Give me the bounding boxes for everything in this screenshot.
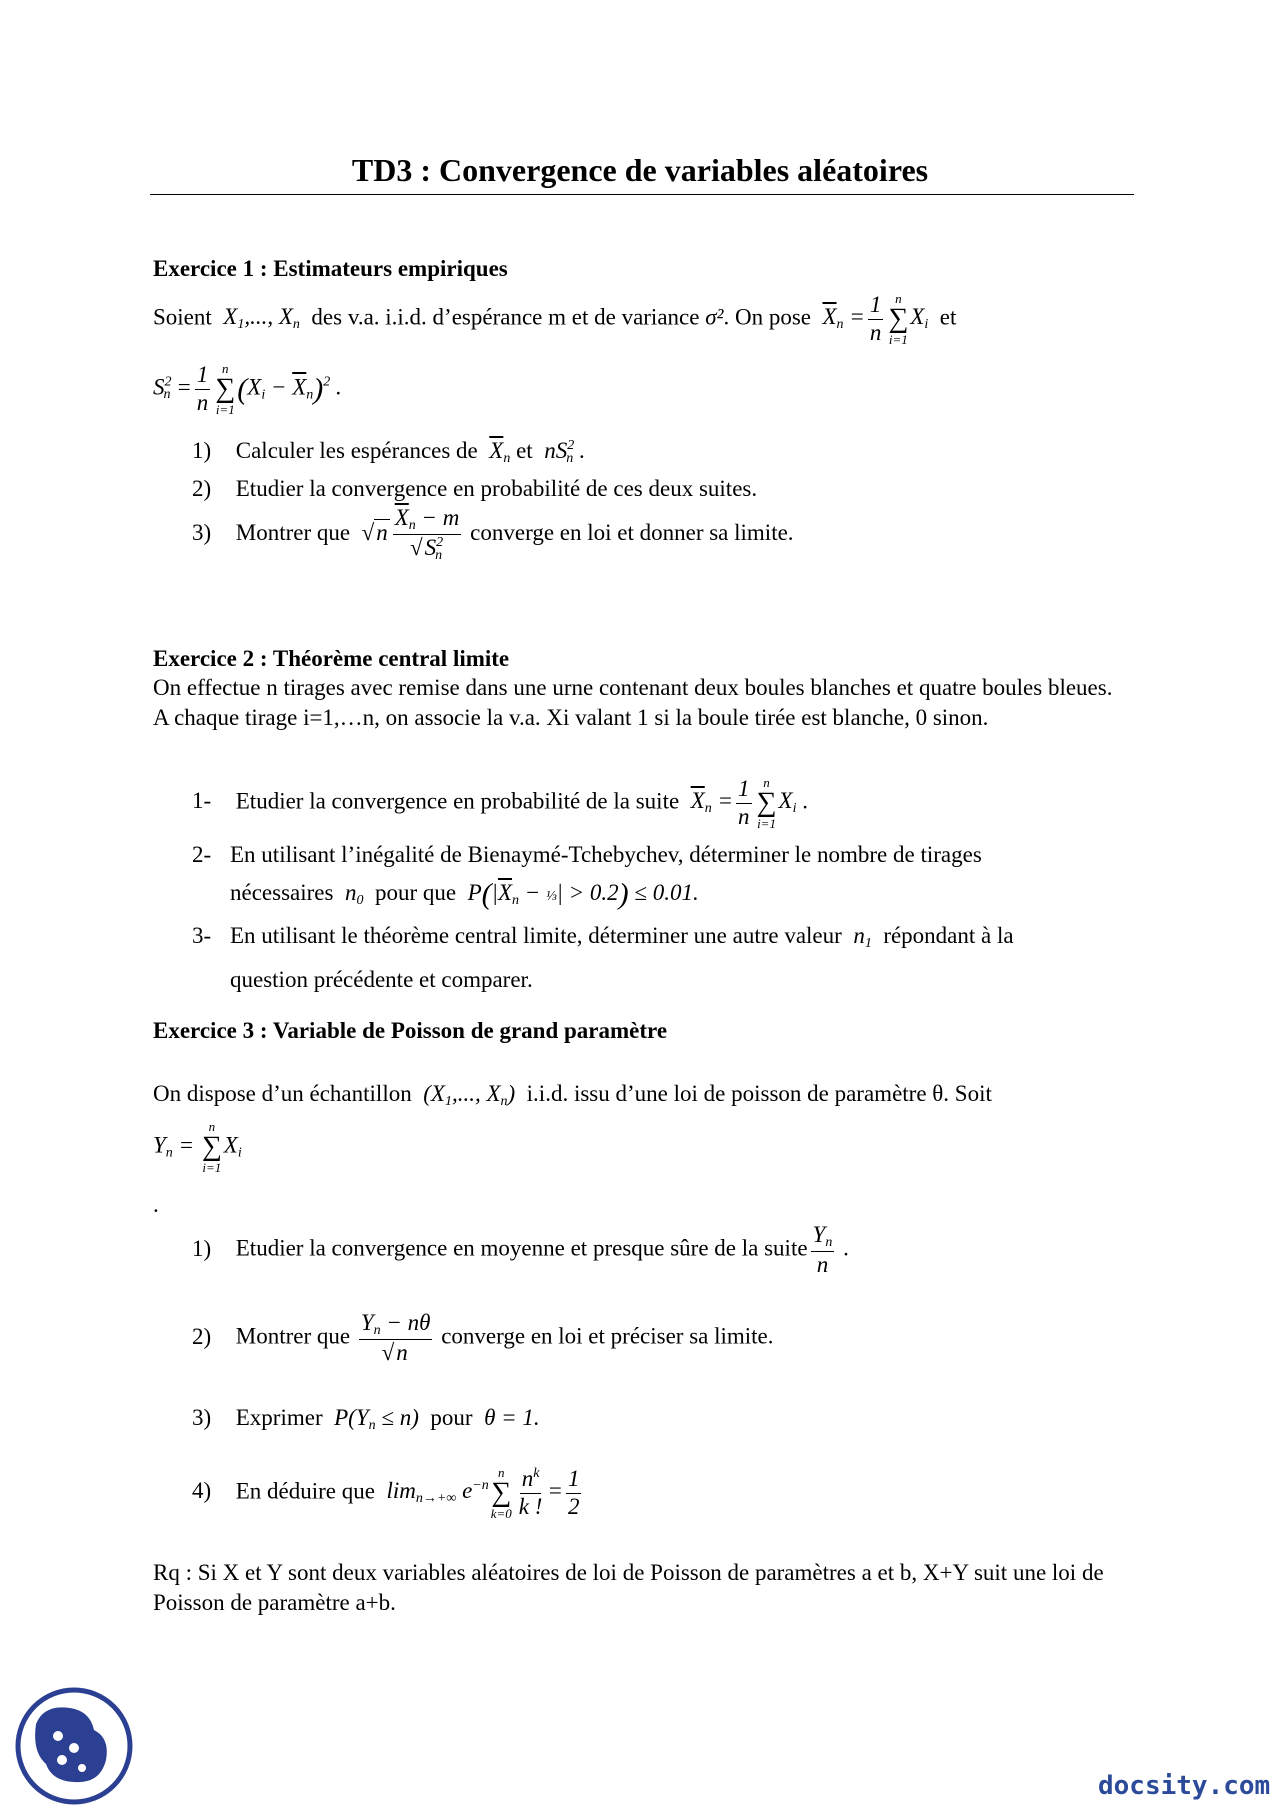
ex3-remark: Rq : Si X et Y sont deux variables aléatoires de loi de Poisson de paramètres a et b, X+Y suit une loi de Poisson de paramètre a+b. xyxy=(153,1560,1104,1615)
ex3-q4-formula: $\lim_{n\to+\infty} e^{-n}$ n ∑ k=0 $\frac{n^k}{k !}$ = $\frac{1}{2}$ xyxy=(380,1465,580,1521)
ex2-q2-formula: $P(|\overline{X}_n$ − ⅓| > 0.2) ≤ 0.01. xyxy=(461,877,699,911)
ex3-q3: 3) Exprimer $P(Y_n \le n)$ pour θ = 1. xyxy=(192,1405,540,1433)
page-title: TD3 : Convergence de variables aléatoires xyxy=(351,152,929,188)
ex3-q3-text: Exprimer xyxy=(235,1405,323,1430)
ex3-q3-pour: pour xyxy=(430,1405,473,1430)
title-rule xyxy=(150,194,1134,195)
ex2-q1: 1- Etudier la convergence en probabilité de la suite $\overline{X}_n$ = $\frac{1}{n}$ n ∑ i=1 $X_i$ . xyxy=(192,775,808,831)
ex1-q3-number: 3) xyxy=(192,519,212,545)
ex1-q2 xyxy=(192,474,757,504)
ex2-q2-pour: pour que xyxy=(374,880,457,905)
ex2-mean-formula: $\overline{X}_n$ = $\frac{1}{n}$ n ∑ i=1 $X_i$ xyxy=(690,775,797,831)
ex1-variance-formula: $S^2_n$ = $\frac{1}{n}$ n ∑ i=1 $(X_i - \overline{X}_n)^2$ . xyxy=(153,361,342,417)
ex2-heading: Exercice 2 : Théorème central limite xyxy=(153,646,510,671)
ex1-text1: des v.a. i.i.d. d’espérance m et de variance xyxy=(311,304,700,330)
ex3-q2-tail: converge en loi et préciser sa limite. xyxy=(441,1323,774,1349)
ex1-sigma: σ² xyxy=(705,304,724,330)
ex3-sum-formula: $Y_n$ = n ∑ i=1 $X_i$ xyxy=(153,1119,242,1175)
ex3-dot: . xyxy=(153,1192,159,1217)
ex3-q2-formula: $\frac{Y_n - n\theta}{√n}$ xyxy=(360,1310,431,1366)
ex3-q4-text: En déduire que xyxy=(235,1478,375,1504)
ex1-q1-number: 1) xyxy=(192,438,212,463)
docsity-brand[interactable]: docsity.com xyxy=(1098,1771,1271,1801)
ex3-intro1: On dispose d’un échantillon xyxy=(153,1081,412,1106)
ex1-text2: . On pose xyxy=(723,304,811,330)
ex2-body: On effectue n tirages avec remise dans une urne contenant deux boules blanches et quatre boules bleues. A chaque tirage i=1,…n, on associe la v.a. Xi valant 1 si la boule tirée est blanche, 0 sinon. xyxy=(153,675,1113,730)
ex1-q3 xyxy=(192,505,794,564)
ex3-q1-number: 1) xyxy=(192,1235,212,1261)
ex1-q1-text: Calculer les espérances de xyxy=(235,438,478,463)
ex3-q2 xyxy=(192,1310,774,1367)
ex3-q3-number: 3) xyxy=(192,1405,212,1430)
ex2-q3: 3- En utilisant le théorème central limite, déterminer une autre valeur $n_1$ répondant à la question précédente et comparer. xyxy=(192,918,1122,998)
ex3-q1: 1) Etudier la convergence en moyenne et presque sûre de la suite $\frac{Y_n}{n}$ . xyxy=(192,1222,849,1278)
ex1-statement xyxy=(153,292,1113,346)
ex3-intro: On dispose d’un échantillon ($X_1$,..., $X_n$) i.i.d. issu d’une loi de poisson de paramètre θ. Soit xyxy=(153,1081,992,1109)
ex1-q3-text: Montrer que xyxy=(235,519,351,545)
ex1-et: et xyxy=(939,304,957,330)
ex2-q2: 2- En utilisant l’inégalité de Bienaymé-Tchebychev, déterminer le nombre de tirages nécessaires $n_0$ pour que $P(|\overline{X}_n$ − ⅓| > 0.2) ≤ 0.01. xyxy=(192,836,1122,920)
ex2-q1-text: Etudier la convergence en probabilité de la suite xyxy=(235,788,680,814)
ex2-q3-cont: question précédente et comparer. xyxy=(230,967,533,992)
ex1-heading: Exercice 1 : Estimateurs empiriques xyxy=(153,256,508,281)
ex1-q1: 1) Calculer les espérances de $\overline{X}_n$ et $nS^2_n$ . xyxy=(192,438,585,466)
ex2-q1-number: 1- xyxy=(192,788,212,814)
ex3-q1-formula: $\frac{Y_n}{n}$ xyxy=(812,1222,833,1278)
ex3-heading: Exercice 3 : Variable de Poisson de grand paramètre xyxy=(153,1018,668,1043)
ex1-q2-number: 2) xyxy=(192,476,212,501)
docsity-logo xyxy=(14,1686,134,1806)
ex2-q3-text: En utilisant le théorème central limite, déterminer une autre valeur xyxy=(230,923,842,948)
ex1-q3-tail: converge en loi et donner sa limite. xyxy=(470,519,794,545)
ex3-q4 xyxy=(192,1466,584,1520)
ex3-q2-number: 2) xyxy=(192,1323,212,1349)
ex1-q1-et: et xyxy=(516,438,533,463)
ex1-q3-formula: √n $\frac{\overline{X}_n - m}{√S^2_n}$ xyxy=(361,505,460,564)
ex2-q3-number: 3- xyxy=(192,923,212,948)
ex2-q2-text: En utilisant l’inégalité de Bienaymé-Tchebychev, déterminer le nombre de tirages xyxy=(230,842,982,867)
ex3-q4-number: 4) xyxy=(192,1478,212,1504)
ex1-mean-formula: $\overline{X}_n$ = $\frac{1}{n}$ n ∑ i=1 $X_i$ xyxy=(822,291,929,347)
ex2-q2-number: 2- xyxy=(192,842,212,867)
ex1-q2-text: Etudier la convergence en probabilité de ces deux suites. xyxy=(235,476,758,501)
ex1-sequence: $X_1$,..., $X_n$ xyxy=(217,304,300,333)
ex2-q2-cont: nécessaires xyxy=(230,880,334,905)
ex3-q1-text: Etudier la convergence en moyenne et presque sûre de la suite xyxy=(235,1235,808,1261)
ex3-intro2: i.i.d. issu d’une loi de poisson de paramètre θ. Soit xyxy=(526,1081,992,1106)
ex3-q2-text: Montrer que xyxy=(235,1323,351,1349)
ex2-q3-tail: répondant à la xyxy=(883,923,1014,948)
ex1-soient: Soient xyxy=(153,304,212,330)
